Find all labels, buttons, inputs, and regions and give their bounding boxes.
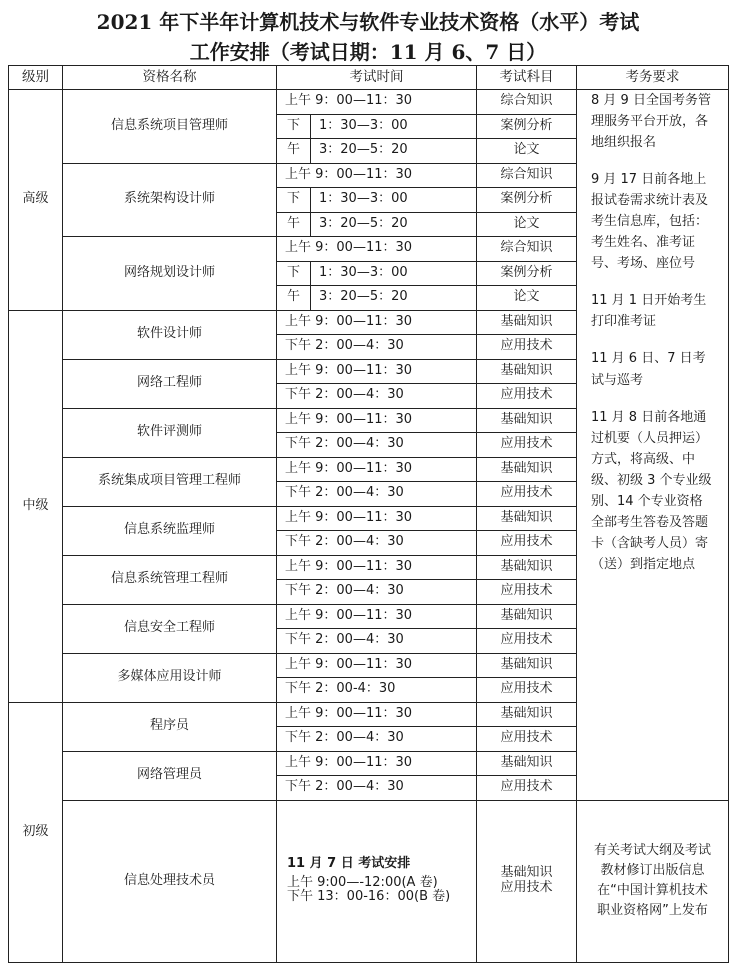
header-level: 级别 (9, 66, 63, 90)
exam-name: 程序员 (63, 702, 277, 751)
exam-name: 网络规划设计师 (63, 237, 277, 311)
exam-time: 1：30—3：00 (311, 261, 477, 286)
document-title: 2021 年下半年计算机技术与软件专业技术资格（水平）考试 (96, 10, 640, 34)
exam-subject: 基础知识 (477, 702, 577, 727)
special-subjects (477, 800, 577, 962)
exam-subject: 基础知识 (477, 457, 577, 482)
exam-name: 软件评测师 (63, 408, 277, 457)
level-high: 高级 (9, 90, 63, 311)
half-day-label: 午 (277, 212, 311, 237)
exam-subject: 应用技术 (477, 776, 577, 801)
exam-subject: 基础知识 (477, 359, 577, 384)
half-day-label: 午 (277, 286, 311, 311)
exam-time: 下午 2：00—4：30 (277, 727, 477, 752)
exam-time: 上午 9：00—11：30 (277, 408, 477, 433)
exam-time: 上午 9：00—11：30 (277, 751, 477, 776)
special-schedule-heading: 11 月 7 日 考试安排 (287, 855, 411, 871)
exam-subject: 应用技术 (500, 880, 553, 895)
exam-time: 下午 2：00—4：30 (277, 580, 477, 605)
exam-time: 上午 9：00—11：30 (277, 310, 477, 335)
exam-subject: 案例分析 (477, 261, 577, 286)
requirement-item: 11 月 6 日、7 日考试与巡考 (591, 351, 706, 388)
header-name: 资格名称 (63, 66, 277, 90)
exam-time: 下午 2：00—4：30 (277, 531, 477, 556)
requirement-item: 11 月 8 日前各地通过机要（人员押运）方式，将高级、中级、初级 3 个专业级别、14 个专业资格全部考生答卷及答题卡（含缺考人员）寄（送）到指定地点 (591, 409, 712, 572)
half-day-label: 下 (277, 261, 311, 286)
special-schedule-line: 上午 9:00—-12:00(A 卷) (287, 874, 438, 890)
exam-subject: 基础知识 (477, 506, 577, 531)
header-row (9, 66, 729, 90)
header-time: 考试时间 (277, 66, 477, 90)
exam-name: 多媒体应用设计师 (63, 653, 277, 702)
exam-time: 上午 9：00—11：30 (277, 237, 477, 262)
exam-subject: 应用技术 (477, 629, 577, 654)
requirement-item: 11 月 1 日开始考生打印准考证 (591, 293, 707, 330)
half-day-label: 下 (277, 188, 311, 213)
exam-time: 3：20—5：20 (311, 212, 477, 237)
exam-time: 1：30—3：00 (311, 114, 477, 139)
document-subtitle: 工作安排（考试日期：11 月 6、7 日） (189, 40, 547, 64)
header-subject: 考试科目 (477, 66, 577, 90)
exam-name: 网络工程师 (63, 359, 277, 408)
exam-subject: 论文 (477, 139, 577, 164)
exam-subject: 基础知识 (477, 408, 577, 433)
exam-time: 上午 9：00—11：30 (277, 702, 477, 727)
special-schedule (277, 800, 477, 962)
requirement-item: 9 月 17 日前各地上报试卷需求统计表及考生信息库，包括：考生姓名、准考证号、考场、座位号 (591, 172, 709, 272)
exam-time: 上午 9：00—11：30 (277, 359, 477, 384)
half-day-label: 下 (277, 114, 311, 139)
exam-time: 下午 2：00—4：30 (277, 433, 477, 458)
exam-name: 信息系统管理工程师 (63, 555, 277, 604)
exam-subject: 基础知识 (477, 604, 577, 629)
exam-name: 信息安全工程师 (63, 604, 277, 653)
exam-subject: 应用技术 (477, 482, 577, 507)
exam-name: 信息系统监理师 (63, 506, 277, 555)
requirement-spacer (591, 274, 714, 290)
exam-time: 上午 9：00—11：30 (277, 90, 477, 115)
exam-name: 网络管理员 (63, 751, 277, 800)
exam-subject: 应用技术 (477, 580, 577, 605)
exam-subject: 基础知识 (500, 865, 553, 881)
exam-time: 下午 2：00—4：30 (277, 384, 477, 409)
exam-subject: 论文 (477, 212, 577, 237)
exam-subject: 应用技术 (477, 678, 577, 703)
requirement-spacer (591, 391, 714, 407)
exam-time: 1：30—3：00 (311, 188, 477, 213)
exam-time: 3：20—5：20 (311, 286, 477, 311)
exam-name: 系统架构设计师 (63, 163, 277, 237)
exam-name: 系统集成项目管理工程师 (63, 457, 277, 506)
level-mid: 中级 (9, 310, 63, 702)
exam-subject: 应用技术 (477, 531, 577, 556)
level-low: 初级 (9, 702, 63, 962)
table-row (9, 800, 729, 962)
requirements-cell (577, 90, 729, 801)
exam-subject: 综合知识 (477, 163, 577, 188)
exam-subject: 综合知识 (477, 90, 577, 115)
exam-subject: 论文 (477, 286, 577, 311)
requirement-item: 8 月 9 日全国考务管理服务平台开放，各地组织报名 (591, 93, 711, 151)
exam-subject: 应用技术 (477, 433, 577, 458)
exam-time: 上午 9：00—11：30 (277, 163, 477, 188)
exam-time: 下午 2：00—4：30 (277, 629, 477, 654)
exam-time: 下午 2：00-4：30 (277, 678, 477, 703)
exam-subject: 应用技术 (477, 727, 577, 752)
exam-time: 3：20—5：20 (311, 139, 477, 164)
exam-time: 下午 2：00—4：30 (277, 482, 477, 507)
exam-time: 上午 9：00—11：30 (277, 604, 477, 629)
exam-name: 软件设计师 (63, 310, 277, 359)
exam-time: 下午 2：00—4：30 (277, 776, 477, 801)
special-schedule-line: 下午 13：00-16：00(B 卷) (287, 889, 451, 905)
header-requirement: 考务要求 (577, 66, 729, 90)
exam-subject: 应用技术 (477, 384, 577, 409)
exam-time: 上午 9：00—11：30 (277, 653, 477, 678)
exam-subject: 案例分析 (477, 188, 577, 213)
exam-schedule-table (8, 65, 729, 963)
exam-subject: 基础知识 (477, 310, 577, 335)
requirement-spacer (591, 332, 714, 348)
exam-name: 信息系统项目管理师 (63, 90, 277, 164)
exam-time: 上午 9：00—11：30 (277, 555, 477, 580)
requirement-publish: 有关考试大纲及考试教材修订出版信息在“中国计算机技术职业资格网”上发布 (577, 800, 729, 962)
exam-subject: 基础知识 (477, 751, 577, 776)
table-row (9, 90, 729, 115)
exam-time: 上午 9：00—11：30 (277, 457, 477, 482)
requirement-spacer (591, 153, 714, 169)
exam-time: 下午 2：00—4：30 (277, 335, 477, 360)
exam-subject: 基础知识 (477, 555, 577, 580)
exam-subject: 基础知识 (477, 653, 577, 678)
exam-subject: 应用技术 (477, 335, 577, 360)
table-body (9, 90, 729, 963)
exam-subject: 案例分析 (477, 114, 577, 139)
exam-subject: 综合知识 (477, 237, 577, 262)
half-day-label: 午 (277, 139, 311, 164)
exam-name: 信息处理技术员 (63, 800, 277, 962)
exam-time: 上午 9：00—11：30 (277, 506, 477, 531)
